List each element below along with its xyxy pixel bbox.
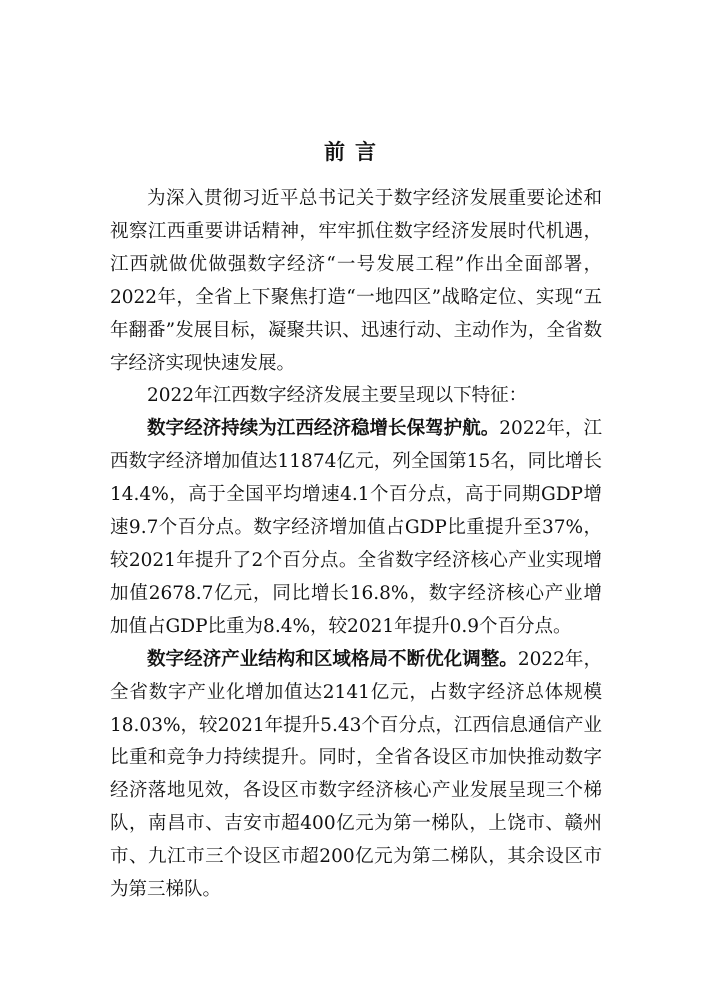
paragraph-structure-text: 2022年，全省数字产业化增加值达2141亿元，占数字经济总体规模18.03%，较2021年提升5.43个百分点，江西信息通信产业比重和竞争力持续提升。同时，全省各设区市加快推动数字经济落地见效，各设区市数字经济核心产业发展呈现三个梯队，南昌市、吉安市超400亿元为第一梯队，上饶市、赣州市、九江市三个设区市超200亿元为第二梯队，其余设区市为第三梯队。 — [110, 648, 602, 901]
paragraph-structure-lead: 数字经济产业结构和区域格局不断优化调整。 — [147, 648, 518, 670]
paragraph-growth — [110, 413, 602, 643]
paragraph-features-text: 2022年江西数字经济发展主要呈现以下特征： — [147, 385, 528, 407]
paragraph-features-heading — [110, 380, 602, 413]
page-title: 前言 — [324, 139, 386, 164]
paragraph-structure — [110, 644, 602, 907]
paragraph-intro-text: 为深入贯彻习近平总书记关于数字经济发展重要论述和视察江西重要讲话精神，牢牢抓住数字经济发展时代机遇，江西就做优做强数字经济“一号发展工程”作出全面部署，2022年，全省上下聚焦打造“一地四区”战略定位、实现“五年翻番”发展目标，凝聚共识、迅速行动、主动作为，全省数字经济实现快速发展。 — [110, 188, 602, 374]
paragraph-growth-text: 2022年，江西数字经济增加值达11874亿元，列全国第15名，同比增长14.4%，高于全国平均增速4.1个百分点，高于同期GDP增速9.7个百分点。数字经济增加值占GDP比重提升至37%，较2021年提升了2个百分点。全省数字经济核心产业实现增加值2678.7亿元，同比增长16.8%，数字经济核心产业增加值占GDP比重为8.4%，较2021年提升0.9个百分点。 — [110, 418, 602, 637]
document-body — [110, 183, 602, 907]
paragraph-growth-lead: 数字经济持续为江西经济稳增长保驾护航。 — [147, 418, 500, 440]
paragraph-intro — [110, 183, 602, 380]
